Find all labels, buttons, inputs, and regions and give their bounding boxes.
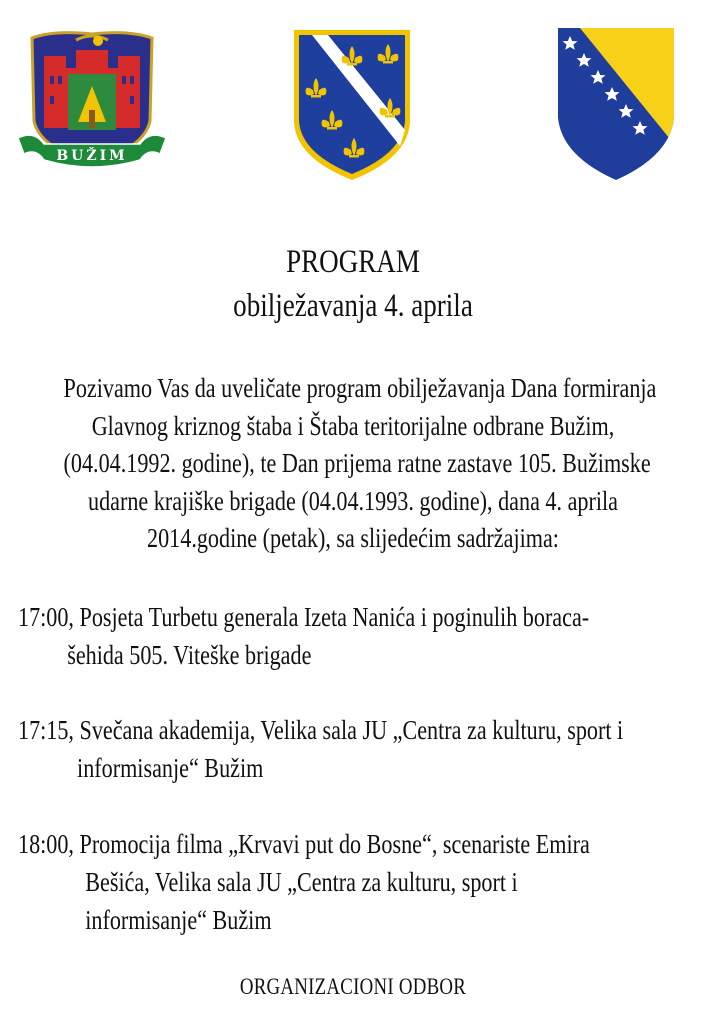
schedule-item <box>18 598 706 674</box>
schedule-item <box>18 825 706 939</box>
program-subtitle: obilježavanja 4. aprila <box>233 288 473 324</box>
schedule-item-line: 17:15, Svečana akademija, Velika sala JU „Centra za kulturu, sport i <box>18 715 624 745</box>
fleur-de-lis-coat-of-arms-icon <box>290 26 414 182</box>
program-title: PROGRAM <box>286 244 420 280</box>
invitation-line: (04.04.1992. godine), te Dan prijema ratne zastave 105. Bužimske <box>63 448 651 478</box>
invitation-paragraph <box>0 370 706 558</box>
organizing-committee-signature: ORGANIZACIONI ODBOR <box>239 974 467 999</box>
schedule-item-line: informisanje“ Bužim <box>85 905 272 935</box>
invitation-line: 2014.godine (petak), sa slijedećim sadržajima: <box>147 523 559 553</box>
schedule-item-line: Bešića, Velika sala JU „Centra za kulturu, sport i <box>85 867 518 897</box>
invitation-line: udarne krajiške brigade (04.04.1993. godine), dana 4. aprila <box>88 485 618 516</box>
schedule-item-line: 17:00, Posjeta Turbetu generala Izeta Nanića i poginulih boraca- <box>18 602 590 632</box>
buzim-coat-of-arms-icon <box>14 26 170 176</box>
bosnia-herzegovina-shield-icon <box>556 26 676 182</box>
schedule-item <box>18 711 706 787</box>
buzim-banner-text: BUŽIM <box>56 148 128 164</box>
invitation-line: Glavnog kriznog štaba i Štaba teritorijalne odbrane Bužim, <box>91 410 615 441</box>
invitation-line: Pozivamo Vas da uveličate program obilježavanja Dana formiranja <box>63 373 657 403</box>
schedule-item-line: 18:00, Promocija filma „Krvavi put do Bosne“, scenariste Emira <box>18 829 590 859</box>
schedule-item-line: šehida 505. Viteške brigade <box>67 640 312 670</box>
schedule-item-line: informisanje“ Bužim <box>77 753 264 783</box>
